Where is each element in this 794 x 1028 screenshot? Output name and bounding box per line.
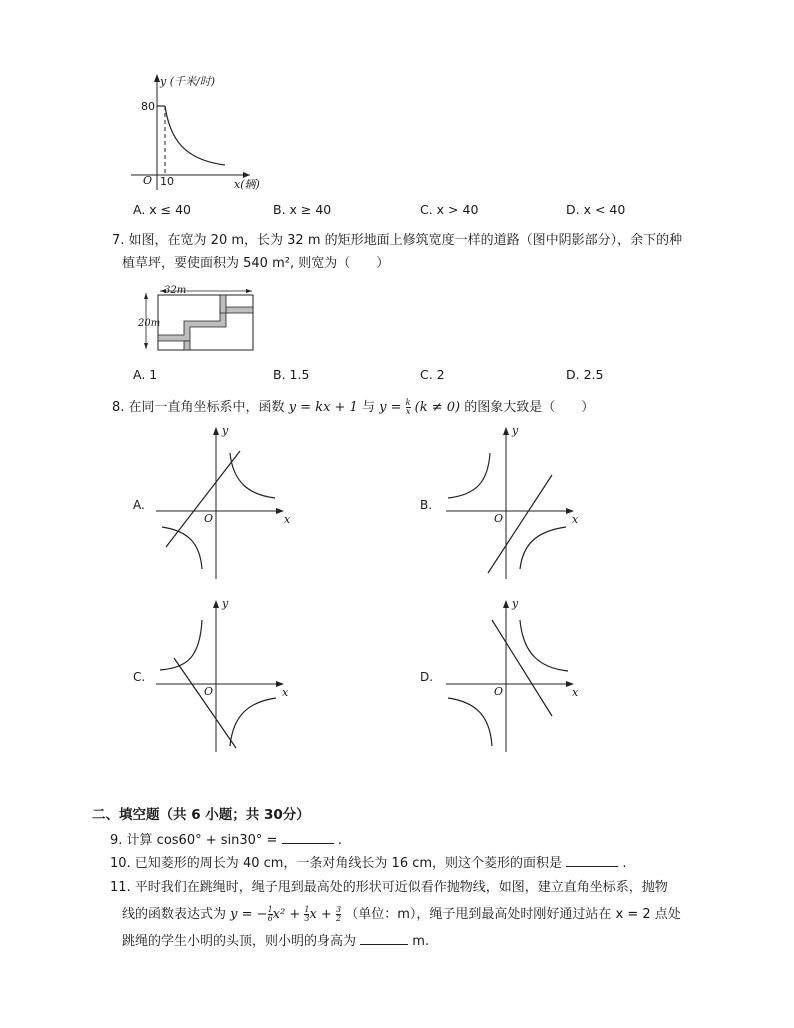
q11-prefix: 线的函数表达式为 <box>122 907 227 922</box>
q11-eq-y: y = − <box>230 907 268 922</box>
q11-frac2-den: 3 <box>304 914 310 923</box>
q8-func2-left: y = <box>379 400 402 415</box>
q11-eq-t1: x² + <box>272 907 301 922</box>
q6-choice-c: C. x > 40 <box>420 202 479 217</box>
q11-frac3-num: 3 <box>335 905 342 914</box>
q8-d-xlabel: x <box>572 686 579 699</box>
q6-ytick: 80 <box>141 100 155 113</box>
q9 <box>110 829 342 848</box>
q6-choice-a: A. x ≤ 40 <box>133 202 192 217</box>
q8-c-xlabel: x <box>282 686 289 699</box>
q6-ylabel: y (千米/时) <box>160 75 215 88</box>
q8-option-c-label: C. <box>133 670 146 684</box>
q8-b-xlabel: x <box>572 513 579 526</box>
q11-frac2-num: 1 <box>304 905 310 914</box>
q8-a-ylabel: y <box>222 424 229 437</box>
q10 <box>110 852 626 871</box>
q8-graph-a <box>150 423 290 583</box>
q11-line1: 11. 平时我们在跳绳时，绳子甩到最高处的形状可近似看作抛物线，如图，建立直角坐标系，抛物 <box>110 880 668 895</box>
q8-c-origin: O <box>204 685 214 698</box>
q8-stem-prefix: 8. 在同一直角坐标系中，函数 <box>112 400 285 415</box>
q8-func2-cond: (k ≠ 0) <box>414 400 461 415</box>
q8-b-origin: O <box>494 512 504 525</box>
q9-text: 9. 计算 cos60° + sin30° = <box>110 833 278 848</box>
q8-d-origin: O <box>494 685 504 698</box>
q8-graph-c <box>150 596 290 756</box>
q9-end: . <box>337 833 342 848</box>
q11-line3-end: m. <box>412 934 430 949</box>
q11-frac3 <box>336 906 341 923</box>
q11-suffix: （单位：m），绳子甩到最高处时刚好通过站在 x = 2 点处 <box>345 907 681 922</box>
q8-option-d-label: D. <box>420 670 434 684</box>
q11-frac1-den: 6 <box>267 914 273 923</box>
q7-choice-a: A. 1 <box>133 367 158 382</box>
q7-choice-b: B. 1.5 <box>273 367 310 382</box>
q8-a-xlabel: x <box>284 513 291 526</box>
q7-height-label: 20m <box>138 318 161 329</box>
q8-func1: y = kx + 1 <box>288 400 358 415</box>
q11-frac3-den: 2 <box>335 914 342 923</box>
q8-option-b-label: B. <box>420 498 433 512</box>
q6-choice-d: D. x < 40 <box>566 202 626 217</box>
q8-frac-den: x <box>405 407 411 416</box>
q11-line3-text: 跳绳的学生小明的头顶，则小明的身高为 <box>122 934 357 949</box>
q10-end: . <box>622 856 627 871</box>
q7-stem-line1: 7. 如图，在宽为 20 m，长为 32 m 的矩形地面上修筑宽度一样的道路（图中阴影部分），余下的种 <box>112 233 683 248</box>
q8-a-origin: O <box>204 512 214 525</box>
q8-stem <box>112 396 594 416</box>
q8-frac-num: k <box>405 398 411 407</box>
q11-line2 <box>122 903 681 923</box>
q7-width-label: 32m <box>164 285 187 296</box>
q6-xtick: 10 <box>160 175 174 188</box>
q11-frac1-num: 1 <box>267 905 273 914</box>
q8-conj: 与 <box>361 400 375 415</box>
q9-answer-blank[interactable] <box>282 843 334 844</box>
q8-c-ylabel: y <box>222 597 229 610</box>
q7-stem-line2: 植草坪，要使面积为 540 m², 则宽为（ ） <box>122 256 390 271</box>
q6-choice-b: B. x ≥ 40 <box>273 202 332 217</box>
section-title: 二、填空题（共 6 小题；共 30分） <box>92 807 310 823</box>
q6-xlabel: x(辆) <box>234 178 260 191</box>
q7-choice-c: C. 2 <box>420 367 445 382</box>
q8-graph-d <box>440 596 580 756</box>
q11-answer-blank[interactable] <box>360 944 408 945</box>
q10-text: 10. 已知菱形的周长为 40 cm，一条对角线长为 16 cm，则这个菱形的面积是 <box>110 856 563 871</box>
q8-stem-suffix: 的图象大致是（ ） <box>464 400 595 415</box>
q8-graph-b <box>440 423 580 583</box>
q8-b-ylabel: y <box>512 424 519 437</box>
q11-eq-t2: x + <box>309 907 332 922</box>
q6-origin: O <box>143 174 153 187</box>
q7-choice-d: D. 2.5 <box>566 367 604 382</box>
q10-answer-blank[interactable] <box>566 866 618 867</box>
q11-line3 <box>122 930 429 949</box>
q8-d-ylabel: y <box>512 597 519 610</box>
q8-option-a-label: A. <box>133 498 145 512</box>
q8-func2-frac <box>406 399 411 416</box>
